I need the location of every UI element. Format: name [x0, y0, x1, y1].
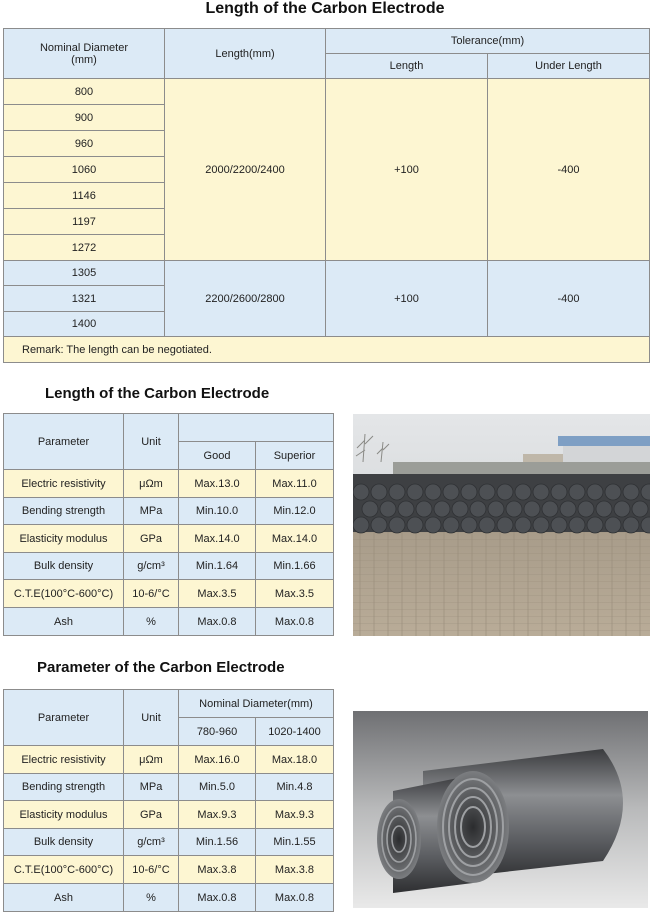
group1-length: 2000/2200/2400 — [165, 79, 326, 261]
table3-title: Parameter of the Carbon Electrode — [37, 659, 285, 676]
value-cell: Min.12.0 — [256, 498, 334, 525]
electrode-yard-photo — [353, 414, 650, 636]
value-cell: Max.3.8 — [179, 856, 256, 884]
table-row — [4, 580, 334, 608]
group2-length: 2200/2600/2800 — [165, 261, 326, 337]
length-table — [3, 28, 650, 363]
group1-tolerance-under: -400 — [488, 79, 650, 261]
electrode-closeup-photo — [353, 711, 648, 908]
diameter-cell: 1400 — [4, 312, 165, 337]
param-cell: Ash — [4, 608, 124, 636]
unit-cell: MPa — [124, 498, 179, 525]
table-row — [4, 746, 334, 774]
param-cell: Bulk density — [4, 829, 124, 856]
value-cell: Max.9.3 — [256, 801, 334, 829]
param-cell: Bending strength — [4, 498, 124, 525]
value-cell: Max.0.8 — [179, 884, 256, 912]
param-cell: C.T.E(100°C-600°C) — [4, 580, 124, 608]
group1-tolerance-length: +100 — [326, 79, 488, 261]
properties-table-1 — [3, 413, 334, 636]
table-row — [4, 856, 334, 884]
param-cell: Bending strength — [4, 774, 124, 801]
unit-cell: μΩm — [124, 470, 179, 498]
value-cell: Min.1.56 — [179, 829, 256, 856]
value-cell: Max.11.0 — [256, 470, 334, 498]
value-cell: Min.5.0 — [179, 774, 256, 801]
value-cell: Min.4.8 — [256, 774, 334, 801]
param-cell: C.T.E(100°C-600°C) — [4, 856, 124, 884]
value-cell: Min.1.64 — [179, 553, 256, 580]
header-tolerance: Tolerance(mm) — [326, 29, 650, 54]
unit-cell: GPa — [124, 525, 179, 553]
value-cell: Max.0.8 — [256, 884, 334, 912]
group2-tolerance-length: +100 — [326, 261, 488, 337]
param-cell: Electric resistivity — [4, 746, 124, 774]
table-row — [4, 829, 334, 856]
group2-tolerance-under: -400 — [488, 261, 650, 337]
diameter-cell: 960 — [4, 131, 165, 157]
header-good: Good — [179, 442, 256, 470]
electrode-closeup-image — [353, 711, 648, 908]
header-parameter: Parameter — [4, 690, 124, 746]
table-row — [4, 801, 334, 829]
unit-cell: % — [124, 884, 179, 912]
table-row — [4, 553, 334, 580]
diameter-cell: 1305 — [4, 261, 165, 286]
header-superior: Superior — [256, 442, 334, 470]
diameter-cell: 1146 — [4, 183, 165, 209]
table2-title: Length of the Carbon Electrode — [45, 385, 270, 402]
value-cell: Max.13.0 — [179, 470, 256, 498]
value-cell: Max.0.8 — [256, 608, 334, 636]
unit-cell: g/cm³ — [124, 553, 179, 580]
value-cell: Min.1.66 — [256, 553, 334, 580]
electrode-yard-image — [353, 414, 650, 636]
table-row — [4, 884, 334, 912]
unit-cell: GPa — [124, 801, 179, 829]
value-cell: Max.3.5 — [256, 580, 334, 608]
remark: Remark: The length can be negotiated. — [4, 337, 650, 363]
param-cell: Ash — [4, 884, 124, 912]
param-cell: Elasticity modulus — [4, 525, 124, 553]
unit-cell: 10-6/°C — [124, 856, 179, 884]
unit-cell: g/cm³ — [124, 829, 179, 856]
diameter-cell: 1197 — [4, 209, 165, 235]
unit-cell: μΩm — [124, 746, 179, 774]
header-unit: Unit — [124, 414, 179, 470]
header-parameter: Parameter — [4, 414, 124, 470]
value-cell: Max.14.0 — [179, 525, 256, 553]
table-row — [4, 498, 334, 525]
header-blank — [179, 414, 334, 442]
value-cell: Max.14.0 — [256, 525, 334, 553]
header-tolerance-length: Length — [326, 54, 488, 79]
table-row — [4, 525, 334, 553]
header-tolerance-under-length: Under Length — [488, 54, 650, 79]
param-cell: Bulk density — [4, 553, 124, 580]
properties-table-2 — [3, 689, 334, 912]
diameter-cell: 1060 — [4, 157, 165, 183]
header-780-960: 780-960 — [179, 718, 256, 746]
param-cell: Elasticity modulus — [4, 801, 124, 829]
value-cell: Max.0.8 — [179, 608, 256, 636]
header-unit: Unit — [124, 690, 179, 746]
diameter-cell: 800 — [4, 79, 165, 105]
diameter-cell: 1321 — [4, 286, 165, 312]
header-1020-1400: 1020-1400 — [256, 718, 334, 746]
unit-cell: % — [124, 608, 179, 636]
value-cell: Max.3.5 — [179, 580, 256, 608]
header-length: Length(mm) — [165, 29, 326, 79]
table1-title: Length of the Carbon Electrode — [205, 0, 445, 17]
table-row — [4, 774, 334, 801]
header-nominal-diameter: Nominal Diameter (mm) — [4, 29, 165, 79]
value-cell: Max.16.0 — [179, 746, 256, 774]
diameter-cell: 1272 — [4, 235, 165, 261]
header-nominal-diameter: Nominal Diameter(mm) — [179, 690, 334, 718]
value-cell: Min.1.55 — [256, 829, 334, 856]
unit-cell: 10-6/°C — [124, 580, 179, 608]
value-cell: Max.3.8 — [256, 856, 334, 884]
table-row — [4, 470, 334, 498]
diameter-cell: 900 — [4, 105, 165, 131]
value-cell: Min.10.0 — [179, 498, 256, 525]
value-cell: Max.9.3 — [179, 801, 256, 829]
table-row — [4, 608, 334, 636]
value-cell: Max.18.0 — [256, 746, 334, 774]
param-cell: Electric resistivity — [4, 470, 124, 498]
unit-cell: MPa — [124, 774, 179, 801]
